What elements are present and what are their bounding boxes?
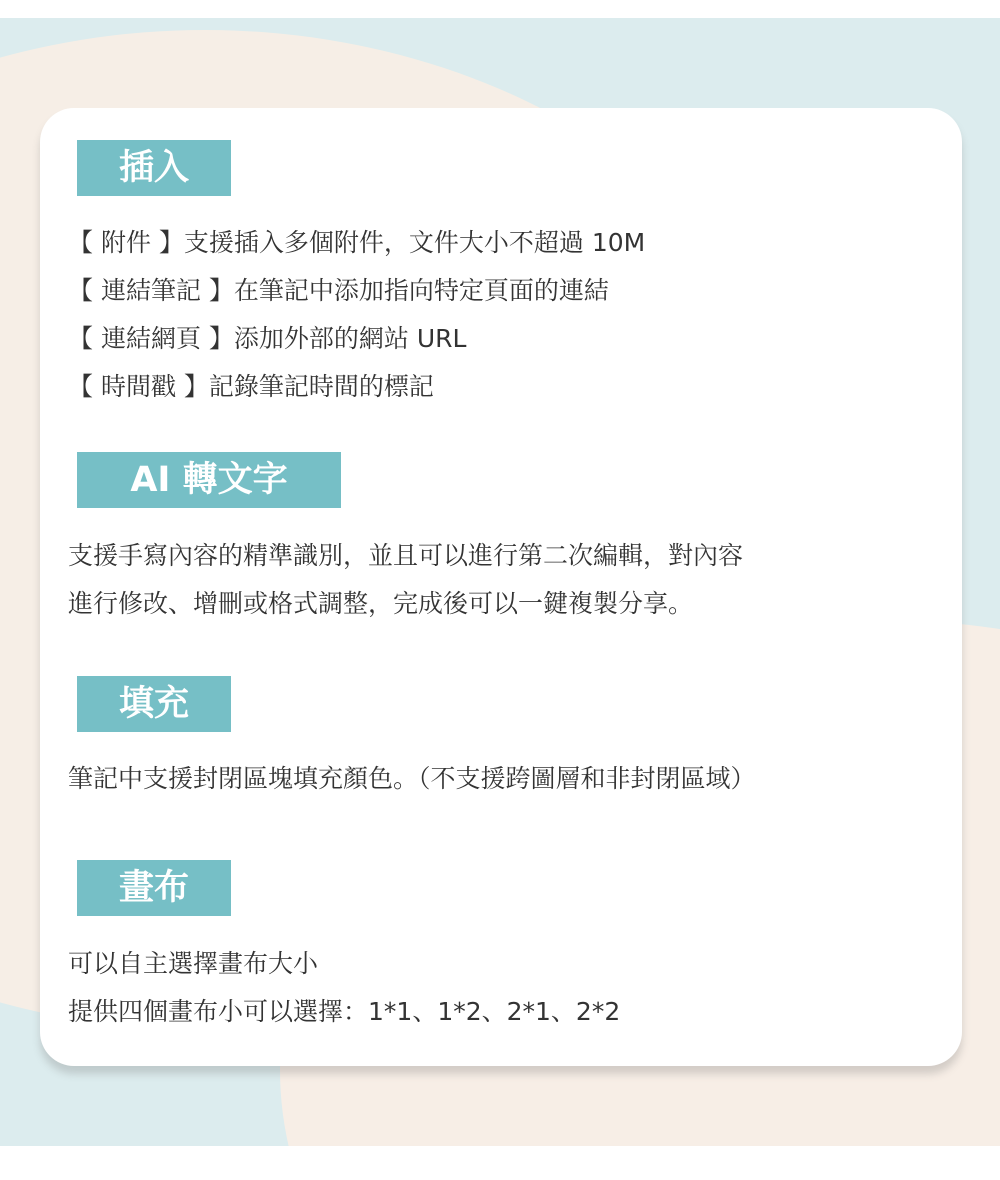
section-tag-insert: 插入 xyxy=(77,140,231,196)
insert-item-attachment: 【 附件 】支援插入多個附件，文件大小不超過 10M xyxy=(68,228,646,257)
section-tag-canvas: 畫布 xyxy=(77,860,231,916)
insert-item-note-link: 【 連結筆記 】在筆記中添加指向特定頁面的連結 xyxy=(68,276,609,305)
feature-card xyxy=(40,108,962,1066)
insert-item-web-link: 【 連結網頁 】添加外部的網站 URL xyxy=(68,324,467,353)
insert-item-timestamp: 【 時間戳 】記錄筆記時間的標記 xyxy=(68,372,434,401)
background-bottom-strip xyxy=(0,1146,1000,1180)
section-tag-ai-to-text: AI 轉文字 xyxy=(77,452,341,508)
section-tag-fill: 填充 xyxy=(77,676,231,732)
fill-description: 筆記中支援封閉區塊填充顏色。（不支援跨圖層和非封閉區域） xyxy=(68,764,756,793)
canvas-description-line-2: 提供四個畫布小可以選擇：1*1、1*2、2*1、2*2 xyxy=(68,997,621,1026)
canvas-description-line-1: 可以自主選擇畫布大小 xyxy=(68,949,319,978)
ai-to-text-description-line-2: 進行修改、增刪或格式調整，完成後可以一鍵複製分享。 xyxy=(68,589,694,618)
ai-to-text-description-line-1: 支援手寫內容的精準識別，並且可以進行第二次編輯，對內容 xyxy=(68,541,744,570)
